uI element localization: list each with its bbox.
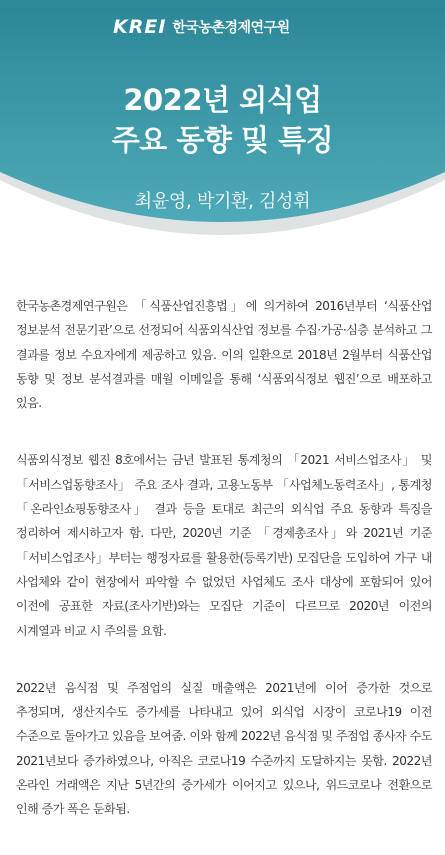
authors: 최윤영, 박기환, 김성휘 [134, 191, 311, 212]
logo-mark: KREI [113, 16, 167, 38]
paragraph-scope: 식품외식정보 웹진 8호에서는 금년 발표된 통계청의 「2021 서비스업조사」 및 「서비스업동향조사」 주요 조사 결과, 고용노동부 「사업체노동력조사」, 통계청 「온라인쇼핑동향조사」 결과 등을 토대로 최근의 외식업 주요 동향과 특징을 정리하여 제시하고자 함. 다만, 2020년 기준 「경제총조사」와 2021년 기준 「서비스업조사」부터는 행정자료를 활용한(등록기반) 모집단을 도입하여 가구 내 사업체와 같이 현장에서 파악할 수 없었던 사업체도 조사 대상에 포함되어 있어 이전에 공표한 자료(조사기반)와는 모집단 기준이 다르므로 2020년 이전의 시계열과 비교 시 주의를 요함. [16, 453, 432, 638]
document-body [16, 294, 432, 855]
logo-institute-name: 한국농촌경제연구원 [172, 20, 290, 36]
cover-header [0, 0, 445, 262]
title-line-2: 주요 동향 및 특징 [111, 123, 334, 157]
paragraph-intro: 한국농촌경제연구원은 「식품산업진흥법」에 의거하여 2016년부터 ‘식품산업 정보분석 전문기관’으로 선정되어 식품외식산업 정보를 수집·가공·심층 분석하고 그 결과를 정보 수요자에게 제공하고 있음. 이의 일환으로 2018년 2월부터 식품산업 동향 및 정보 분석결과를 매월 이메일을 통해 ‘식품외식정보 웹진’으로 배포하고 있음. [16, 299, 432, 411]
paragraph-summary: 2022년 음식점 및 주점업의 실질 매출액은 2021년에 이어 증가한 것으로 추정되며, 생산지수도 증가세를 나타내고 있어 외식업 시장이 코로나19 이전 수준으로 돌아가고 있음을 보여줌. 이와 함께 2022년 음식점 및 주점업 종사자 수도 2021년보다 증가하였으나, 아직은 코로나19 수준까지 도달하지는 못함. 2022년 온라인 거래액은 지난 5년간의 증가세가 이어지고 있으나, 위드코로나 전환으로 인해 증가 폭은 둔화됨. [16, 680, 432, 817]
title-line-1: 2022년 외식업 [123, 83, 322, 117]
krei-logo [113, 16, 290, 38]
